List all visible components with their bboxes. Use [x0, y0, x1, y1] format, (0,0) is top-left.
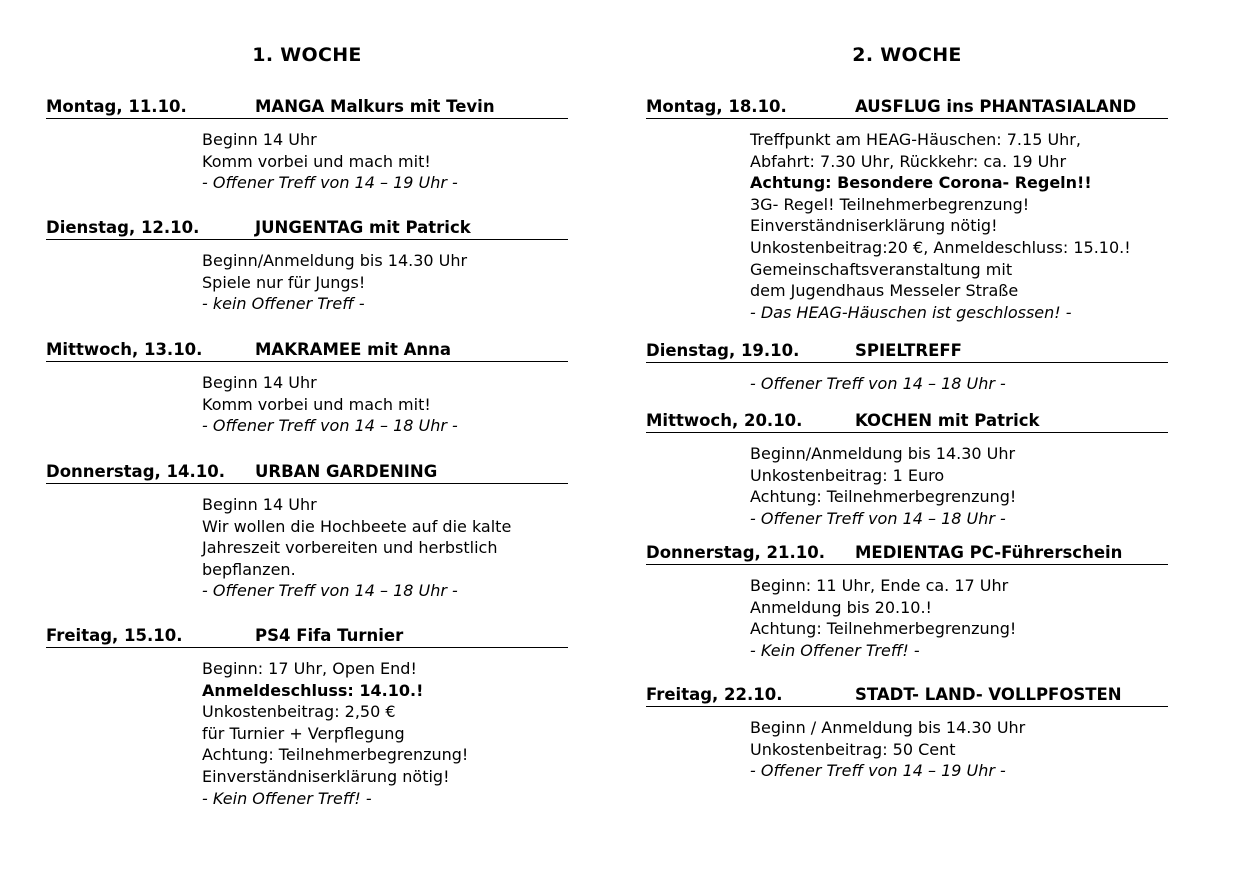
event-detail-line: Treffpunkt am HEAG-Häuschen: 7.15 Uhr,: [750, 130, 1081, 149]
event-details: [202, 658, 568, 809]
day-entry: [646, 96, 1168, 323]
event-detail-line: Unkostenbeitrag:20 €, Anmeldeschluss: 15.10.!: [750, 237, 1131, 257]
event-title: URBAN GARDENING: [255, 462, 438, 481]
day-header: [46, 461, 568, 484]
event-detail-line: - kein Offener Treff -: [202, 294, 365, 314]
day-date: Donnerstag, 21.10.: [646, 543, 825, 562]
event-title: JUNGENTAG mit Patrick: [255, 218, 471, 237]
day-date: Mittwoch, 20.10.: [646, 411, 803, 430]
event-detail-line: Beginn 14 Uhr: [202, 130, 317, 149]
day-entry: [646, 340, 1168, 395]
day-date: Montag, 11.10.: [46, 97, 187, 116]
event-detail-line: Einverständniserklärung nötig!: [202, 766, 450, 786]
event-detail-line: dem Jugendhaus Messeler Straße: [750, 281, 1019, 301]
day-header: [46, 217, 568, 240]
event-detail-line: - Offener Treff von 14 – 18 Uhr -: [750, 374, 1006, 393]
event-details: [202, 372, 568, 437]
event-detail-line: - Offener Treff von 14 – 19 Uhr -: [202, 173, 458, 193]
day-date: Dienstag, 19.10.: [646, 341, 800, 360]
event-detail-line: bepflanzen.: [202, 559, 296, 579]
day-header: [646, 684, 1168, 707]
event-detail-line: Jahreszeit vorbereiten und herbstlich: [202, 538, 498, 558]
event-detail-line: Abfahrt: 7.30 Uhr, Rückkehr: ca. 19 Uhr: [750, 151, 1067, 171]
day-date: Montag, 18.10.: [646, 97, 787, 116]
day-header: [46, 339, 568, 362]
day-date: Freitag, 22.10.: [646, 685, 783, 704]
event-detail-line: Beginn 14 Uhr: [202, 495, 317, 514]
event-details: [202, 250, 568, 315]
event-title: MEDIENTAG PC-Führerschein: [855, 543, 1123, 562]
day-entry: [46, 625, 568, 809]
event-title: SPIELTREFF: [855, 341, 962, 360]
event-detail-line: - Offener Treff von 14 – 19 Uhr -: [750, 761, 1006, 781]
event-detail-line: für Turnier + Verpflegung: [202, 723, 405, 743]
event-detail-line: - Offener Treff von 14 – 18 Uhr -: [750, 508, 1006, 528]
day-header: [46, 96, 568, 119]
day-header: [46, 625, 568, 648]
event-detail-line: Komm vorbei und mach mit!: [202, 394, 431, 414]
event-detail-line: Achtung: Teilnehmerbegrenzung!: [750, 487, 1017, 507]
day-date: Freitag, 15.10.: [46, 626, 183, 645]
event-title: MANGA Malkurs mit Tevin: [255, 97, 495, 116]
event-details: [202, 494, 568, 602]
event-details: [202, 129, 568, 194]
event-title: MAKRAMEE mit Anna: [255, 340, 452, 359]
event-detail-line: Beginn/Anmeldung bis 14.30 Uhr: [202, 251, 468, 270]
event-detail-line: Beginn 14 Uhr: [202, 373, 317, 392]
event-detail-line: Unkostenbeitrag: 50 Cent: [750, 739, 956, 759]
event-details: [750, 443, 1168, 529]
event-details: [750, 129, 1168, 323]
event-detail-line: Gemeinschaftsveranstaltung mit: [750, 259, 1013, 279]
event-detail-line: Beginn / Anmeldung bis 14.30 Uhr: [750, 718, 1026, 737]
event-detail-line: 3G- Regel! Teilnehmerbegrenzung!: [750, 194, 1030, 214]
event-detail-line: Komm vorbei und mach mit!: [202, 151, 431, 171]
event-detail-line: Spiele nur für Jungs!: [202, 272, 366, 292]
event-detail-line: - Offener Treff von 14 – 18 Uhr -: [202, 416, 458, 436]
event-detail-line: - Offener Treff von 14 – 18 Uhr -: [202, 581, 458, 601]
event-details: [750, 717, 1168, 782]
day-entry: [646, 684, 1168, 782]
day-date: Donnerstag, 14.10.: [46, 462, 225, 481]
event-detail-line: Achtung: Teilnehmerbegrenzung!: [202, 745, 469, 765]
event-detail-line: Unkostenbeitrag: 2,50 €: [202, 702, 396, 722]
event-details: [750, 373, 1168, 395]
event-title: KOCHEN mit Patrick: [855, 411, 1040, 430]
event-details: [750, 575, 1168, 661]
day-header: [646, 542, 1168, 565]
day-date: Mittwoch, 13.10.: [46, 340, 203, 359]
week-title: 1. WOCHE: [252, 44, 362, 66]
day-entry: [46, 461, 568, 602]
event-detail-line: Beginn/Anmeldung bis 14.30 Uhr: [750, 444, 1016, 463]
day-date: Dienstag, 12.10.: [46, 218, 200, 237]
day-entry: [46, 339, 568, 437]
week-title: 2. WOCHE: [852, 44, 962, 66]
event-title: AUSFLUG ins PHANTASIALAND: [855, 97, 1137, 116]
event-detail-line: Wir wollen die Hochbeete auf die kalte: [202, 516, 512, 536]
event-detail-line: Anmeldeschluss: 14.10.!: [202, 680, 424, 700]
event-detail-line: Einverständniserklärung nötig!: [750, 216, 998, 236]
event-detail-line: Beginn: 17 Uhr, Open End!: [202, 659, 417, 678]
day-header: [646, 340, 1168, 363]
event-title: PS4 Fifa Turnier: [255, 626, 404, 645]
event-detail-line: Unkostenbeitrag: 1 Euro: [750, 465, 945, 485]
event-detail-line: - Kein Offener Treff! -: [202, 788, 372, 808]
day-header: [646, 96, 1168, 119]
event-detail-line: Anmeldung bis 20.10.!: [750, 597, 932, 617]
event-detail-line: - Das HEAG-Häuschen ist geschlossen! -: [750, 302, 1072, 322]
event-detail-line: Achtung: Teilnehmerbegrenzung!: [750, 619, 1017, 639]
day-header: [646, 410, 1168, 433]
event-title: STADT- LAND- VOLLPFOSTEN: [855, 685, 1122, 704]
event-detail-line: Beginn: 11 Uhr, Ende ca. 17 Uhr: [750, 576, 1009, 595]
day-entry: [46, 217, 568, 315]
day-entry: [646, 410, 1168, 529]
day-entry: [646, 542, 1168, 661]
day-entry: [46, 96, 568, 194]
event-detail-line: Achtung: Besondere Corona- Regeln!!: [750, 173, 1092, 193]
event-detail-line: - Kein Offener Treff! -: [750, 640, 920, 660]
